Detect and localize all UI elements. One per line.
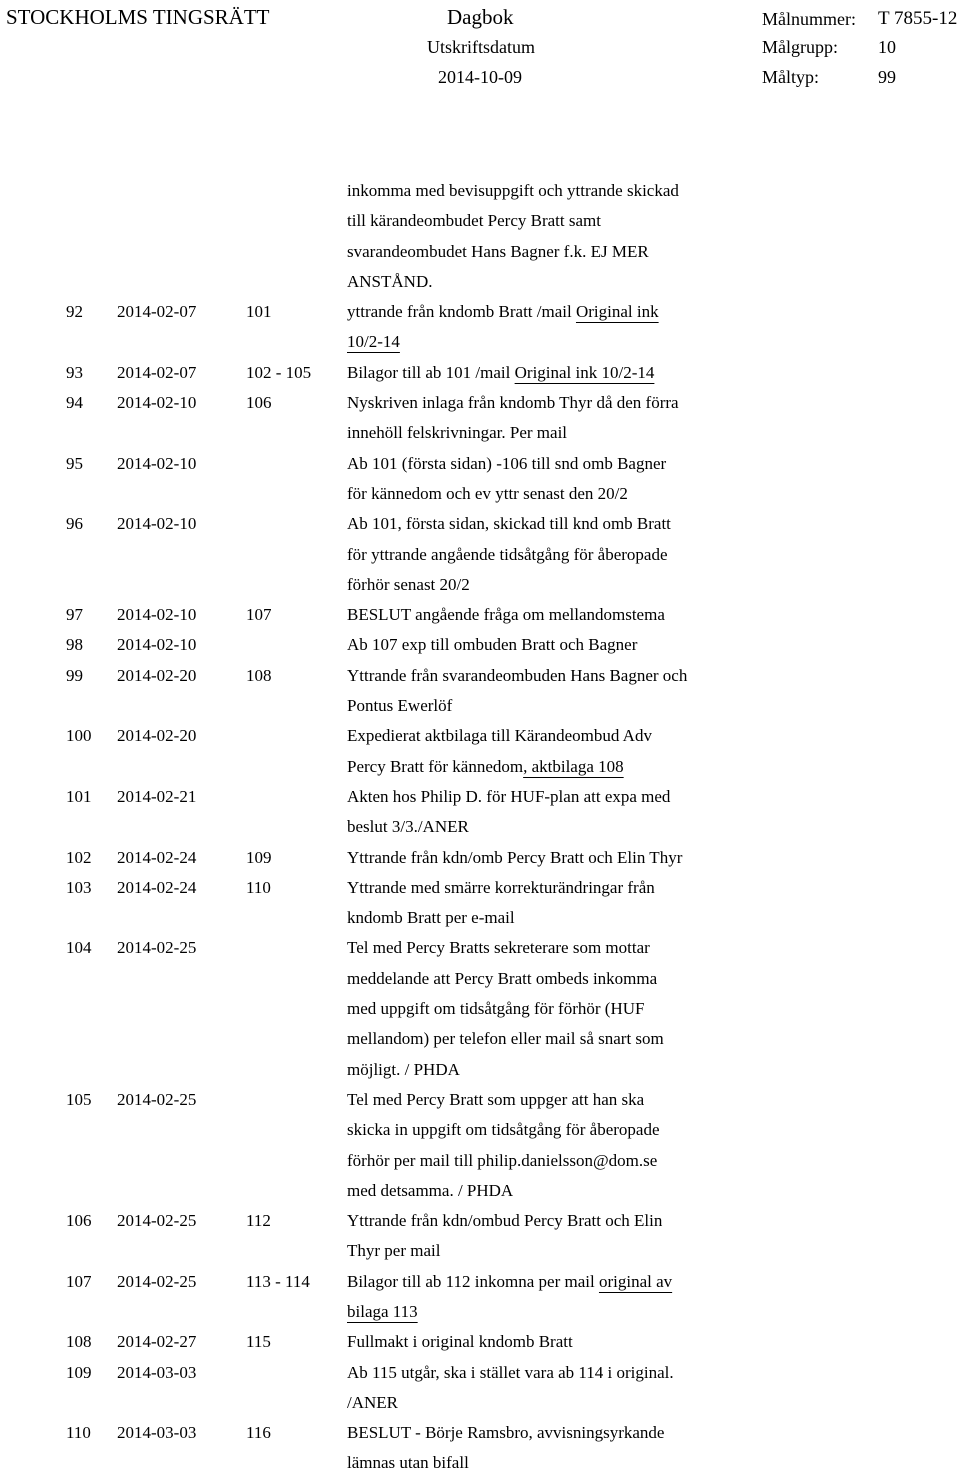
journal-entry bbox=[0, 1418, 960, 1479]
entry-text-line bbox=[347, 752, 737, 782]
entry-text-line bbox=[347, 267, 737, 297]
underlined-note: Original ink bbox=[575, 302, 659, 322]
entry-text bbox=[347, 1358, 737, 1419]
entry-text-line bbox=[347, 1024, 737, 1054]
entry-text-line bbox=[347, 630, 737, 660]
entry-attachment: 113 - 114 bbox=[246, 1271, 310, 1291]
entry-text-line bbox=[347, 1085, 737, 1115]
entry-text-line bbox=[347, 1115, 737, 1145]
entry-text bbox=[347, 630, 737, 660]
entry-text-line bbox=[347, 540, 737, 570]
page-header bbox=[0, 0, 960, 100]
entry-text-segment: Ab 101, första sidan, skickad till knd omb Bratt bbox=[347, 514, 671, 534]
entry-number: 107 bbox=[66, 1271, 92, 1291]
entry-text-line bbox=[347, 843, 737, 873]
entry-date: 2014-02-10 bbox=[117, 635, 197, 655]
entry-text bbox=[347, 721, 737, 782]
entry-attachment: 109 bbox=[246, 847, 272, 867]
entry-text-line bbox=[347, 1267, 737, 1297]
entry-text-segment: Bilagor till ab 101 /mail bbox=[347, 362, 515, 382]
entry-text-segment: meddelande att Percy Bratt ombeds inkomma bbox=[347, 968, 658, 988]
entry-number: 100 bbox=[66, 726, 92, 746]
entry-text-line bbox=[347, 176, 737, 206]
entry-text-line bbox=[347, 1206, 737, 1236]
entry-text-segment: mellandom) per telefon eller mail så snart som bbox=[347, 1029, 664, 1049]
journal-entry bbox=[0, 1358, 960, 1419]
entry-text-line bbox=[347, 1388, 737, 1418]
entry-text-line bbox=[347, 994, 737, 1024]
entry-text bbox=[347, 388, 737, 449]
entry-attachment: 107 bbox=[246, 605, 272, 625]
entry-number: 92 bbox=[66, 302, 83, 322]
entry-text bbox=[347, 1418, 737, 1479]
entry-attachment: 108 bbox=[246, 665, 272, 685]
entry-text bbox=[347, 358, 737, 388]
entry-text bbox=[347, 176, 737, 297]
entry-number: 102 bbox=[66, 847, 92, 867]
entry-date: 2014-03-03 bbox=[117, 1423, 197, 1443]
entry-date: 2014-02-07 bbox=[117, 362, 197, 382]
entry-date: 2014-02-10 bbox=[117, 393, 197, 413]
entry-text bbox=[347, 933, 737, 1084]
entry-date: 2014-02-07 bbox=[117, 302, 197, 322]
entry-number: 105 bbox=[66, 1089, 92, 1109]
entry-number: 98 bbox=[66, 635, 83, 655]
entry-text bbox=[347, 1327, 737, 1357]
journal-entry bbox=[0, 843, 960, 873]
journal-entry bbox=[0, 509, 960, 600]
journal-entry bbox=[0, 630, 960, 660]
entry-text-segment: Ab 107 exp till ombuden Bratt och Bagner bbox=[347, 635, 638, 655]
entry-date: 2014-02-27 bbox=[117, 1332, 197, 1352]
entry-text bbox=[347, 297, 737, 358]
entry-text bbox=[347, 1206, 737, 1267]
entry-attachment: 112 bbox=[246, 1211, 271, 1231]
entry-text-line bbox=[347, 1297, 737, 1327]
journal-entry bbox=[0, 176, 960, 297]
entry-text-segment: Nyskriven inlaga från kndomb Thyr då den förra bbox=[347, 393, 679, 413]
entry-text-segment: Percy Bratt för kännedom bbox=[347, 756, 524, 776]
entry-number: 108 bbox=[66, 1332, 92, 1352]
entry-text-segment: Thyr per mail bbox=[347, 1241, 441, 1261]
entry-number: 93 bbox=[66, 362, 83, 382]
underlined-note: bilaga 113 bbox=[347, 1301, 418, 1321]
entry-text bbox=[347, 661, 737, 722]
underlined-note: 10/2-14 bbox=[347, 332, 400, 352]
entry-text-segment: för kännedom och ev yttr senast den 20/2 bbox=[347, 483, 628, 503]
entry-text-line bbox=[347, 1176, 737, 1206]
entry-text bbox=[347, 600, 737, 630]
entry-date: 2014-02-10 bbox=[117, 453, 197, 473]
entry-text-line bbox=[347, 509, 737, 539]
court-name: STOCKHOLMS TINGSRÄTT bbox=[6, 5, 270, 29]
print-date-value: 2014-10-09 bbox=[438, 67, 522, 87]
entry-text-segment: Yttrande från svarandeombuden Hans Bagner och bbox=[347, 665, 688, 685]
entry-date: 2014-02-10 bbox=[117, 514, 197, 534]
document-title: Dagbok bbox=[447, 5, 514, 29]
entry-text-segment: lämnas utan bifall bbox=[347, 1453, 469, 1473]
entry-text-line bbox=[347, 479, 737, 509]
entry-text-segment: Yttrande med smärre korrekturändringar från bbox=[347, 877, 655, 897]
journal-entry bbox=[0, 661, 960, 722]
entry-text-segment: Bilagor till ab 112 inkomna per mail bbox=[347, 1271, 599, 1291]
entry-text-line bbox=[347, 933, 737, 963]
underlined-note: Original ink 10/2-14 bbox=[514, 362, 655, 382]
journal-entry bbox=[0, 782, 960, 843]
entry-text-line bbox=[347, 1448, 737, 1478]
case-number-value: T 7855-12 bbox=[878, 8, 958, 29]
entry-text bbox=[347, 873, 737, 934]
entry-text-line bbox=[347, 782, 737, 812]
entry-number: 110 bbox=[66, 1423, 91, 1443]
journal-entries bbox=[0, 176, 960, 1479]
entry-text-segment: BESLUT angående fråga om mellandomstema bbox=[347, 605, 665, 625]
entry-text-segment: förhör senast 20/2 bbox=[347, 574, 470, 594]
entry-date: 2014-02-25 bbox=[117, 1089, 197, 1109]
journal-entry bbox=[0, 873, 960, 934]
entry-text-segment: /ANER bbox=[347, 1392, 398, 1412]
entry-text-line bbox=[347, 661, 737, 691]
entry-text-line bbox=[347, 1418, 737, 1448]
entry-date: 2014-02-25 bbox=[117, 1211, 197, 1231]
entry-text-line bbox=[347, 1327, 737, 1357]
entry-number: 106 bbox=[66, 1211, 92, 1231]
journal-entry bbox=[0, 1327, 960, 1357]
journal-entry bbox=[0, 449, 960, 510]
entry-text bbox=[347, 1085, 737, 1206]
entry-text-line bbox=[347, 297, 737, 327]
entry-attachment: 115 bbox=[246, 1332, 271, 1352]
entry-text-segment: Yttrande från kdn/ombud Percy Bratt och Elin bbox=[347, 1211, 663, 1231]
entry-text-segment: Expedierat aktbilaga till Kärandeombud Adv bbox=[347, 726, 652, 746]
underlined-note: original av bbox=[598, 1271, 673, 1291]
entry-attachment: 102 - 105 bbox=[246, 362, 312, 382]
entry-date: 2014-03-03 bbox=[117, 1362, 197, 1382]
entry-text-segment: BESLUT - Börje Ramsbro, avvisningsyrkande bbox=[347, 1423, 665, 1443]
journal-entry bbox=[0, 358, 960, 388]
journal-entry bbox=[0, 721, 960, 782]
entry-attachment: 106 bbox=[246, 393, 272, 413]
entry-text-segment: innehöll felskrivningar. Per mail bbox=[347, 423, 568, 443]
entry-text-line bbox=[347, 691, 737, 721]
entry-number: 109 bbox=[66, 1362, 92, 1382]
case-group-label: Målgrupp: bbox=[762, 37, 838, 57]
print-date-label: Utskriftsdatum bbox=[427, 37, 535, 57]
entry-text bbox=[347, 509, 737, 600]
entry-text-line bbox=[347, 570, 737, 600]
entry-text-segment: svarandeombudet Hans Bagner f.k. EJ MER bbox=[347, 241, 649, 261]
entry-attachment: 110 bbox=[246, 877, 271, 897]
entry-text-segment: Pontus Ewerlöf bbox=[347, 696, 453, 716]
underlined-note: , aktbilaga 108 bbox=[523, 756, 624, 776]
entry-text-segment: förhör per mail till philip.danielsson@dom.se bbox=[347, 1150, 658, 1170]
entry-date: 2014-02-24 bbox=[117, 877, 197, 897]
entry-text-segment: skicka in uppgift om tidsåtgång för åberopade bbox=[347, 1120, 660, 1140]
entry-text bbox=[347, 782, 737, 843]
entry-text-line bbox=[347, 600, 737, 630]
entry-text bbox=[347, 843, 737, 873]
case-type-value: 99 bbox=[878, 67, 896, 87]
journal-entry bbox=[0, 388, 960, 449]
entry-text-segment: Tel med Percy Bratts sekreterare som mottar bbox=[347, 938, 650, 958]
entry-text-segment: Fullmakt i original kndomb Bratt bbox=[347, 1332, 573, 1352]
entry-text-line bbox=[347, 449, 737, 479]
entry-text-line bbox=[347, 1358, 737, 1388]
case-type-label: Måltyp: bbox=[762, 67, 819, 87]
entry-text-line bbox=[347, 721, 737, 751]
entry-text-segment: inkomma med bevisuppgift och yttrande skickad bbox=[347, 181, 679, 200]
entry-text-line bbox=[347, 1146, 737, 1176]
entry-number: 103 bbox=[66, 877, 92, 897]
entry-text-segment: Yttrande från kdn/omb Percy Bratt och Elin Thyr bbox=[347, 847, 683, 867]
entry-text-line bbox=[347, 237, 737, 267]
entry-number: 94 bbox=[66, 393, 83, 413]
entry-text-segment: Akten hos Philip D. för HUF-plan att expa med bbox=[347, 786, 671, 806]
entry-text-line bbox=[347, 206, 737, 236]
entry-date: 2014-02-10 bbox=[117, 605, 197, 625]
entry-number: 96 bbox=[66, 514, 83, 534]
entry-text-segment: Ab 115 utgår, ska i stället vara ab 114 i original. bbox=[347, 1362, 674, 1382]
entry-number: 104 bbox=[66, 938, 92, 958]
entry-text-line bbox=[347, 873, 737, 903]
entry-text-segment: yttrande från kndomb Bratt /mail bbox=[347, 302, 576, 322]
entry-text-line bbox=[347, 418, 737, 448]
entry-number: 99 bbox=[66, 665, 83, 685]
entry-text-segment: med detsamma. / PHDA bbox=[347, 1180, 514, 1200]
entry-number: 95 bbox=[66, 453, 83, 473]
entry-date: 2014-02-20 bbox=[117, 665, 197, 685]
entry-text-segment: för yttrande angående tidsåtgång för åberopade bbox=[347, 544, 668, 564]
case-group-value: 10 bbox=[878, 37, 896, 57]
journal-entry bbox=[0, 1206, 960, 1267]
journal-entry bbox=[0, 933, 960, 1084]
journal-entry bbox=[0, 1085, 960, 1206]
entry-date: 2014-02-24 bbox=[117, 847, 197, 867]
entry-text-segment: Ab 101 (första sidan) -106 till snd omb Bagner bbox=[347, 453, 667, 473]
entry-text-line bbox=[347, 812, 737, 842]
entry-date: 2014-02-25 bbox=[117, 938, 197, 958]
entry-text-line bbox=[347, 1055, 737, 1085]
entry-text-segment: beslut 3/3./ANER bbox=[347, 817, 469, 837]
entry-text-segment: möjligt. / PHDA bbox=[347, 1059, 460, 1079]
entry-attachment: 101 bbox=[246, 302, 272, 322]
entry-number: 97 bbox=[66, 605, 83, 625]
entry-text-segment: Tel med Percy Bratt som uppger att han ska bbox=[347, 1089, 645, 1109]
journal-entry bbox=[0, 297, 960, 358]
entry-date: 2014-02-21 bbox=[117, 786, 197, 806]
entry-text-line bbox=[347, 358, 737, 388]
entry-text bbox=[347, 1267, 737, 1328]
journal-entry bbox=[0, 1267, 960, 1328]
entry-text-segment: ANSTÅND. bbox=[347, 271, 433, 291]
entry-date: 2014-02-20 bbox=[117, 726, 197, 746]
entry-attachment: 116 bbox=[246, 1423, 271, 1443]
case-number-label: Målnummer: bbox=[762, 9, 856, 29]
entry-number: 101 bbox=[66, 786, 92, 806]
entry-text-line bbox=[347, 327, 737, 357]
entry-date: 2014-02-25 bbox=[117, 1271, 197, 1291]
entry-text-segment: med uppgift om tidsåtgång för förhör (HUF bbox=[347, 999, 645, 1019]
entry-text-segment: kndomb Bratt per e-mail bbox=[347, 908, 515, 928]
entry-text-segment: till kärandeombudet Percy Bratt samt bbox=[347, 211, 601, 231]
entry-text bbox=[347, 449, 737, 510]
entry-text-line bbox=[347, 964, 737, 994]
entry-text-line bbox=[347, 903, 737, 933]
journal-entry bbox=[0, 600, 960, 630]
entry-text-line bbox=[347, 1236, 737, 1266]
entry-text-line bbox=[347, 388, 737, 418]
